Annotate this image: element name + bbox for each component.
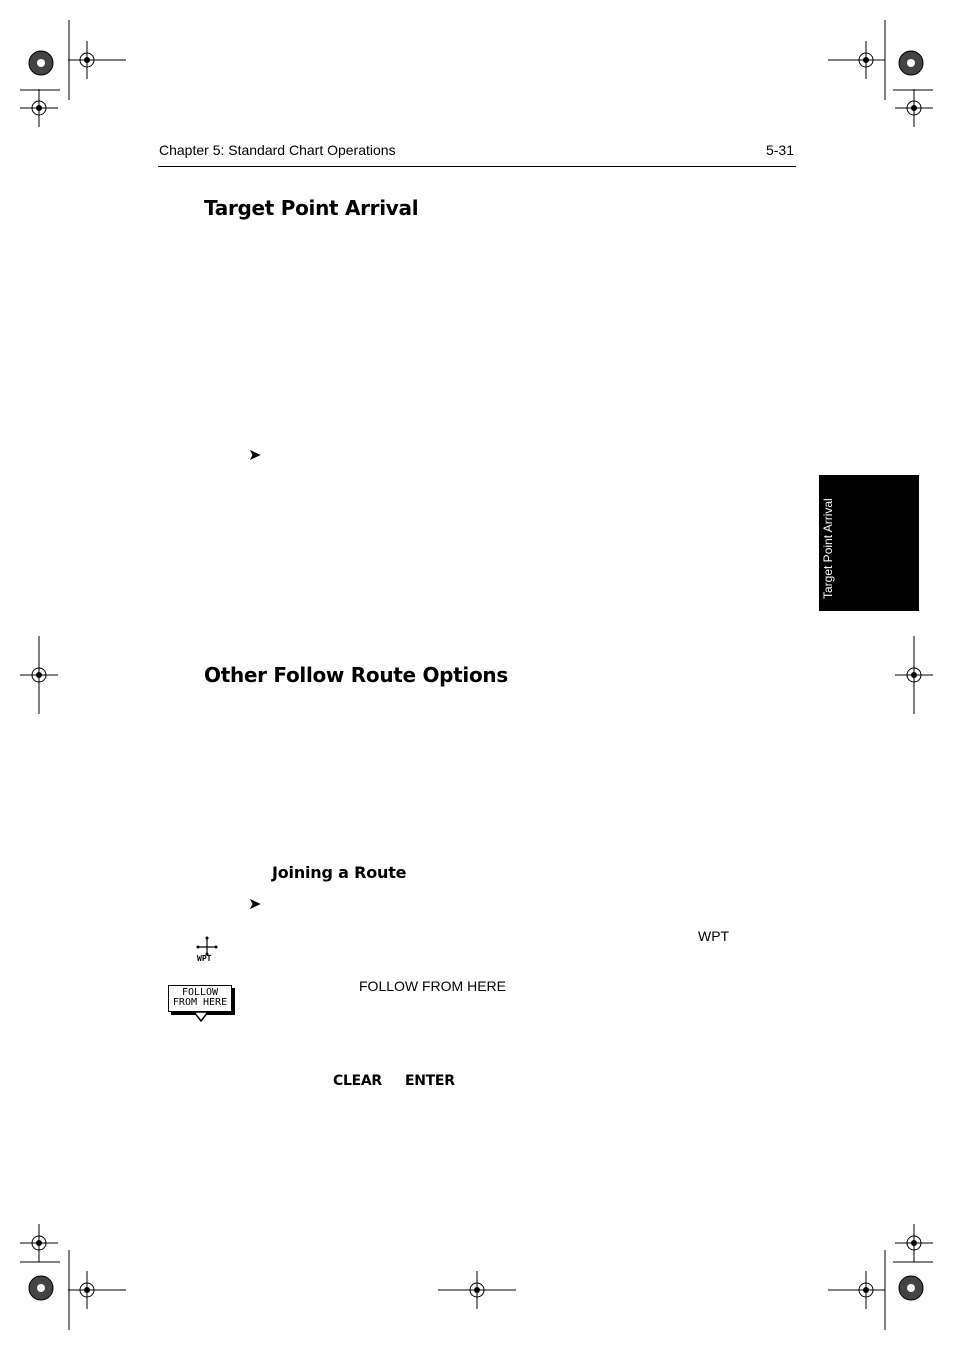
- section-title-target-point-arrival: Target Point Arrival: [204, 196, 419, 220]
- chapter-thumb-tab: [819, 475, 919, 611]
- page-number: 5-31: [765, 142, 794, 158]
- follow-from-here-softkey: [168, 985, 232, 1012]
- softkey-line-2: FROM HERE: [172, 997, 228, 1008]
- softkey-line-1: FOLLOW: [181, 987, 219, 998]
- softkey-pointer-icon: [193, 1012, 213, 1024]
- bullet-arrow-icon: ➤: [248, 445, 262, 464]
- enter-key-reference: ENTER: [405, 1073, 455, 1089]
- thumb-tab-label: Target Point Arrival: [821, 498, 835, 599]
- header-divider: [158, 166, 796, 167]
- subsection-title-joining-a-route: Joining a Route: [272, 863, 407, 882]
- waypoint-cursor-icon: [195, 937, 219, 965]
- bullet-arrow-icon: ➤: [248, 894, 262, 913]
- clear-key-reference: CLEAR: [333, 1073, 382, 1089]
- waypoint-icon-caption: WPT: [197, 954, 212, 963]
- follow-from-here-reference: FOLLOW FROM HERE: [359, 978, 507, 994]
- running-header-chapter: Chapter 5: Standard Chart Operations: [159, 142, 396, 158]
- section-title-other-follow-route-options: Other Follow Route Options: [204, 663, 508, 687]
- wpt-reference: WPT: [698, 928, 730, 944]
